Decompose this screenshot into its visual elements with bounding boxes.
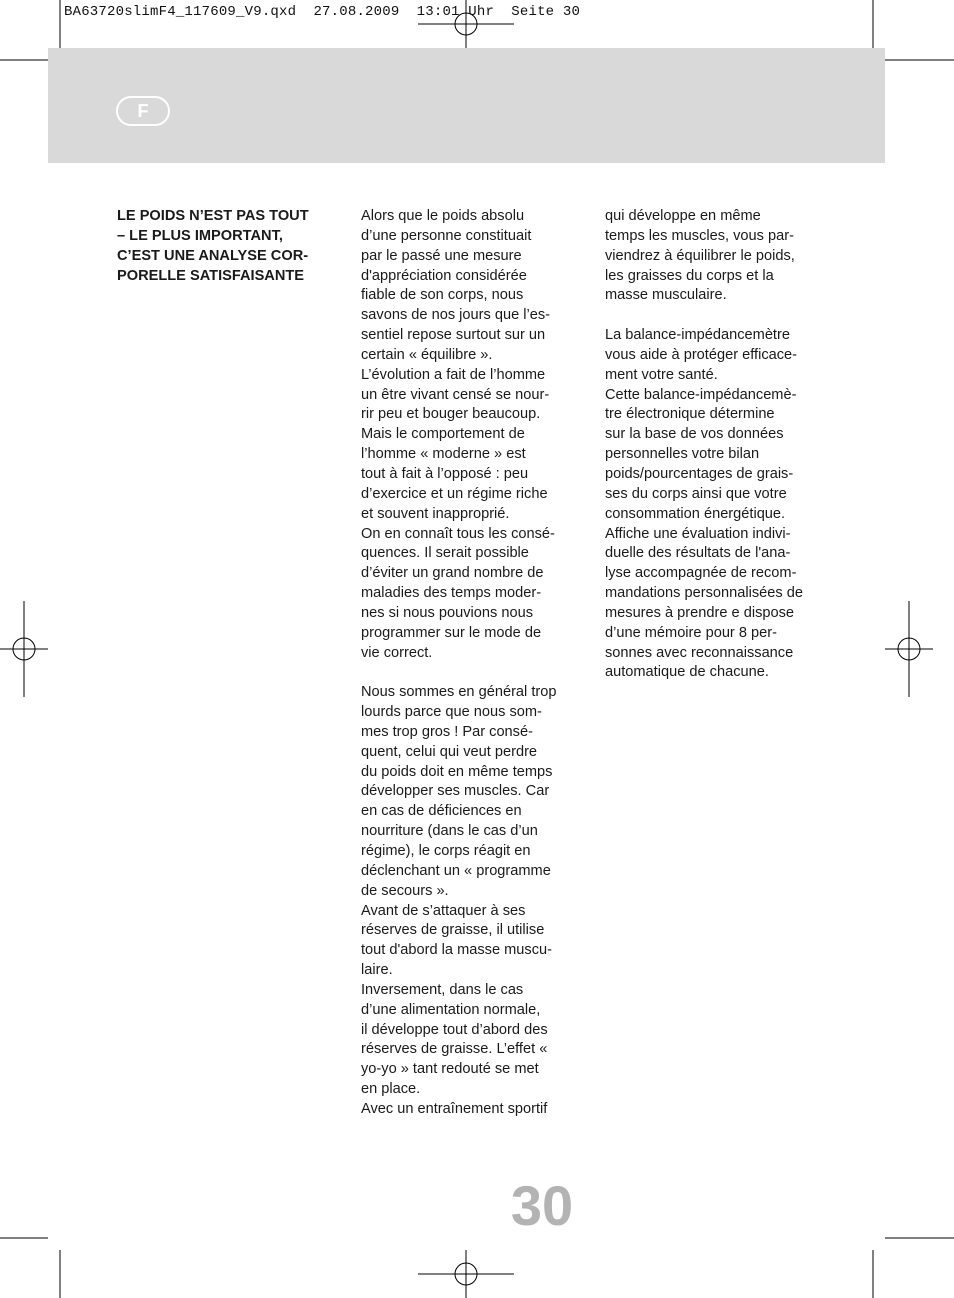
text-line: poids/pourcentages de grais- — [605, 465, 794, 482]
text-line: du poids doit en même temps — [361, 763, 553, 780]
text-line: lyse accompagnée de recom- — [605, 565, 797, 582]
text-line: nourriture (dans le cas d’un — [361, 823, 538, 840]
text-line: L’évolution a fait de l’homme — [361, 366, 546, 383]
text-line — [605, 306, 830, 326]
text-line: programmer sur le mode de — [361, 624, 542, 641]
text-line: il développe tout d’abord des — [361, 1021, 548, 1038]
text-line: régime), le corps réagit en — [361, 843, 531, 859]
text-line: quences. Il serait possible — [361, 545, 529, 562]
text-line: en place. — [361, 1081, 421, 1098]
text-line: sur la base de vos données — [605, 426, 784, 443]
text-line: l’homme « moderne » est — [361, 446, 526, 463]
text-line: rir peu et bouger beaucoup. — [361, 406, 541, 423]
text-line: ses du corps ainsi que votre — [605, 485, 787, 502]
text-line: vous aide à protéger efficace- — [605, 346, 797, 363]
text-line: duelle des résultats de l'ana- — [605, 545, 791, 562]
text-line: déclenchant un « programme — [361, 862, 551, 879]
text-line: lourds parce que nous som- — [361, 704, 542, 721]
text-line: d’éviter un grand nombre de — [361, 565, 544, 582]
heading-line: – LE PLUS IMPORTANT, — [117, 227, 283, 244]
text-line: mesures à prendre e dispose — [605, 604, 795, 621]
text-line: On en connaît tous les consé- — [361, 525, 555, 542]
text-line: sonnes avec reconnaissance — [605, 644, 794, 661]
text-line: La balance-impédancemètre — [605, 327, 790, 344]
text-line: d’exercice et un régime riche — [361, 485, 548, 502]
heading-line: PORELLE SATISFAISANTE — [117, 267, 305, 284]
body-column-3 — [605, 207, 830, 683]
text-line: réserves de graisse. L’effet « — [361, 1041, 548, 1058]
text-line: vie correct. — [361, 644, 433, 661]
text-line: certain « équilibre ». — [361, 346, 493, 363]
text-line: nes si nous pouvions nous — [361, 604, 533, 621]
text-line: d'appréciation considérée — [361, 267, 527, 284]
text-line: développer ses muscles. Car — [361, 783, 550, 800]
heading-line: C’EST UNE ANALYSE COR- — [117, 247, 309, 264]
text-line: tout d'abord la masse muscu- — [361, 942, 552, 959]
text-line: savons de nos jours que l’es- — [361, 307, 551, 324]
text-line: Cette balance-impédancemè- — [605, 386, 797, 403]
registration-target-right — [885, 601, 933, 697]
text-line: yo-yo » tant redouté se met — [361, 1061, 539, 1078]
text-line: en cas de déficiences en — [361, 803, 522, 820]
text-line — [361, 663, 586, 683]
text-line: les graisses du corps et la — [605, 267, 774, 284]
section-heading — [117, 207, 332, 286]
text-line: Avec un entraînement sportif — [361, 1100, 548, 1117]
text-line: d’une alimentation normale, — [361, 1001, 541, 1018]
text-line: Inversement, dans le cas — [361, 981, 524, 998]
text-line: Alors que le poids absolu — [361, 208, 525, 224]
text-line: laire. — [361, 962, 393, 979]
text-line: mes trop gros ! Par consé- — [361, 723, 533, 740]
text-line: Affiche une évaluation indivi- — [605, 525, 791, 542]
text-line: de secours ». — [361, 882, 449, 899]
text-line: masse musculaire. — [605, 287, 727, 304]
text-line: temps les muscles, vous par- — [605, 227, 794, 244]
text-line: quent, celui qui veut perdre — [361, 743, 538, 760]
text-line: Mais le comportement de — [361, 426, 525, 443]
text-line: ment votre santé. — [605, 366, 718, 383]
registration-target-left — [0, 601, 48, 697]
text-line: réserves de graisse, il utilise — [361, 922, 545, 939]
text-line: tre électronique détermine — [605, 406, 775, 423]
text-line: par le passé une mesure — [361, 247, 522, 264]
text-line: automatique de chacune. — [605, 664, 769, 681]
text-line: tout à fait à l’opposé : peu — [361, 465, 529, 482]
text-line: mandations personnalisées de — [605, 585, 803, 602]
text-line: qui développe en même — [605, 208, 761, 224]
page-number: 30 — [510, 1174, 574, 1237]
text-line: d’une personne constituait — [361, 227, 532, 244]
header-band — [48, 48, 885, 163]
text-line: fiable de son corps, nous — [361, 287, 524, 304]
registration-target-bottom — [418, 1250, 514, 1298]
text-line: un être vivant censé se nour- — [361, 386, 550, 403]
language-badge: F — [116, 96, 170, 126]
text-line: et souvent inapproprié. — [361, 505, 510, 522]
text-line: d’une mémoire pour 8 per- — [605, 624, 777, 641]
print-slug: BA63720slimF4_117609_V9.qxd 27.08.2009 13:01 Uhr Seite 30 — [64, 4, 581, 20]
text-line: Avant de s’attaquer à ses — [361, 902, 526, 919]
text-line: personnelles votre bilan — [605, 446, 760, 463]
text-line: sentiel repose surtout sur un — [361, 327, 546, 344]
text-line: viendrez à équilibrer le poids, — [605, 247, 795, 264]
body-column-2 — [361, 207, 586, 1120]
text-line: Nous sommes en général trop — [361, 684, 557, 701]
text-line: maladies des temps moder- — [361, 585, 542, 602]
text-line: consommation énergétique. — [605, 505, 786, 522]
heading-line: LE POIDS N’EST PAS TOUT — [117, 208, 309, 224]
